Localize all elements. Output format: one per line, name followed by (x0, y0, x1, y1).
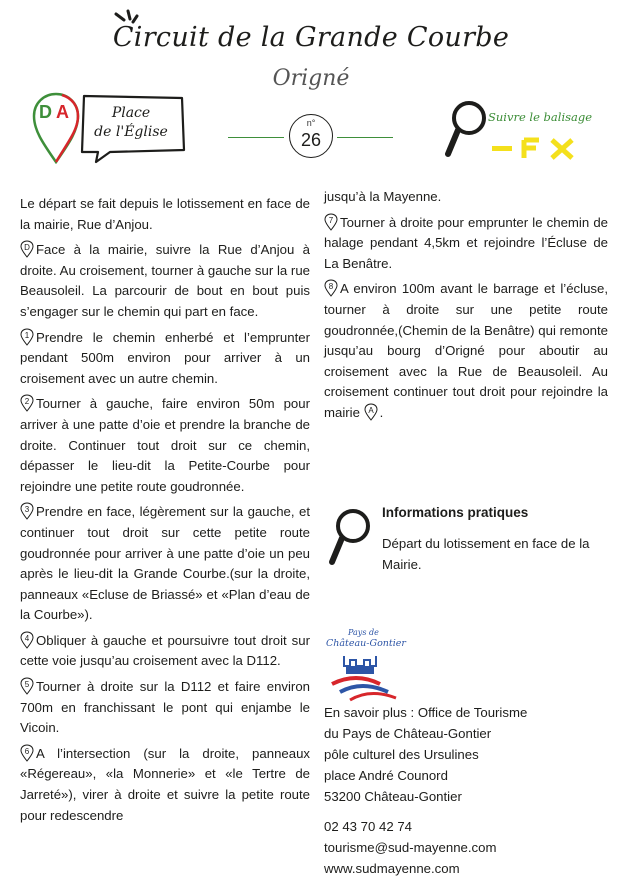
magnifier-icon (444, 98, 488, 160)
contact-block (324, 702, 614, 879)
svg-text:7: 7 (328, 215, 334, 225)
divider-left (228, 137, 284, 138)
directions-column-left (20, 194, 310, 831)
circuit-number: 26 (300, 130, 322, 150)
balisage-label: Suivre le balisage (488, 110, 593, 124)
step-badge-2-icon (20, 394, 34, 411)
start-location-label: Place de l'Église (94, 105, 168, 140)
step-1: 1 Prendre le chemin enherbé et l’emprunter pendant 500m environ pour arriver à un croisement avec un autre chemin. (20, 329, 310, 386)
svg-text:D: D (24, 243, 30, 253)
contact-line-2: du Pays de Château-Gontier (324, 726, 492, 741)
start-letter-d: D (39, 102, 52, 122)
magnifier-info-icon (328, 506, 372, 568)
step-badge-7-icon (324, 213, 338, 230)
start-letter-a: A (56, 102, 69, 122)
contact-line-4: place André Counord (324, 768, 448, 783)
directions-column-right (324, 187, 608, 429)
step-3: 3 Prendre en face, légèrement sur la gauche, et continuer tout droit sur cette petite route goudronnée pour arriver à une patte d’oie un peu après le lieu-dit la Grande Courbe.(sur la droite, panneaux «Ecluse de Briassé» et «Plan d’eau de la Courbe»). (20, 504, 310, 623)
svg-text:1: 1 (24, 330, 30, 340)
step-6-continued: jusqu’à la Mayenne. (324, 189, 442, 204)
intro-paragraph: Le départ se fait depuis le lotissement en face de la mairie, Rue d’Anjou. (20, 196, 310, 232)
step-5: 5 Tourner à droite sur la D112 et faire environ 700m en franchissant le pont qui enjambe le Vicoin. (20, 679, 310, 736)
contact-phone[interactable]: 02 43 70 42 74 (324, 819, 412, 834)
step-4: 4 Obliquer à gauche et poursuivre tout droit sur cette voie jusqu’au croisement avec la D112. (20, 632, 310, 669)
step-2: 2 Tourner à gauche, faire environ 50m pour arriver à une patte d’oie et prendre la branche de droite. Continuer tout droit sur ce chemin, dépasser le lieu-dit la Petite-Courbe pour rejoindre une petite route goudronnée. (20, 396, 310, 494)
info-text: Départ du lotissement en face de la Mairie. (382, 536, 590, 572)
contact-line-1: En savoir plus : Office de Tourisme (324, 705, 528, 720)
step-badge-6-icon (20, 744, 34, 761)
contact-website[interactable]: www.sudmayenne.com (324, 861, 460, 876)
divider-right (337, 137, 393, 138)
svg-text:6: 6 (24, 746, 30, 756)
svg-text:4: 4 (24, 633, 30, 643)
step-8: 8 A environ 100m avant le barrage et l’écluse, tourner à droite sur une petite route goudronnée,(Chemin de la Benâtre) qui remonte jusqu’au bourg d’Origné pour aboutir au croisement avec la Rue de Beausoleil. Au croisement continuer tout droit pour rejoindre la mairie A . (324, 281, 608, 420)
svg-text:5: 5 (24, 680, 30, 690)
end-badge-a-icon (364, 403, 378, 420)
step-badge-5-icon (20, 677, 34, 694)
trail-marking-icon (492, 137, 582, 161)
step-badge-3-icon (20, 502, 34, 519)
circuit-number-label: n° (306, 118, 316, 128)
contact-line-5: 53200 Château-Gontier (324, 789, 462, 804)
page-title: Circuit de la Grande Courbe (112, 22, 510, 53)
step-d: D Face à la mairie, suivre la Rue d’Anjou à droite. Au croisement, tourner à gauche sur la rue Beausoleil. La parcourir de bout en bout puis s’engager sur le chemin qui part en face. (20, 242, 310, 319)
contact-email[interactable]: tourisme@sud-mayenne.com (324, 840, 497, 855)
pays-chateau-gontier-logo: Pays de Château-Gontier (326, 628, 402, 698)
step-badge-d-icon (20, 240, 34, 257)
info-title: Informations pratiques (382, 505, 529, 520)
step-badge-1-icon (20, 328, 34, 345)
step-6: 6 A l’intersection (sur la droite, panneaux «Régereau», «la Monnerie» et «le Tertre de Jarreté»), virer à droite et suivre la petite route pour redescendre (20, 745, 310, 823)
step-badge-4-icon (20, 631, 34, 648)
step-badge-8-icon (324, 279, 338, 296)
svg-text:2: 2 (24, 397, 30, 407)
contact-line-3: pôle culturel des Ursulines (324, 747, 479, 762)
step-7: 7 Tourner à droite pour emprunter le chemin de halage pendant 4,5km et rejoindre l’Écluse de La Benâtre. (324, 214, 608, 271)
svg-text:3: 3 (24, 505, 30, 515)
svg-text:A: A (367, 405, 374, 415)
page-subtitle: Origné (272, 66, 350, 91)
svg-text:8: 8 (328, 282, 334, 292)
